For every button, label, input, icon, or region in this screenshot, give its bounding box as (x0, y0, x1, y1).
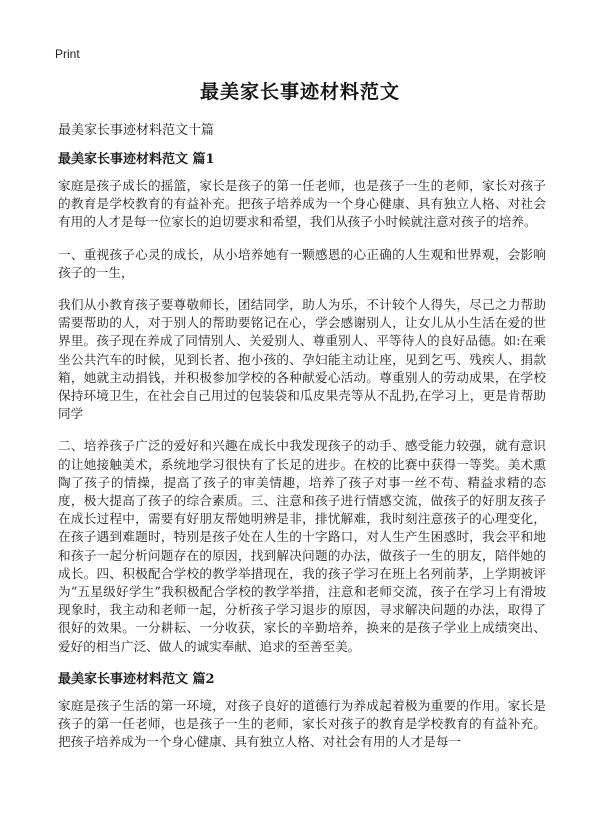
paragraph: 一、重视孩子心灵的成长，从小培养她有一颗感恩的心正确的人生观和世界观，会影响孩子的一生， (58, 246, 546, 280)
page-title: 最美家长事迹材料范文 (199, 81, 400, 103)
document-body (58, 121, 546, 765)
print-link[interactable]: Print (55, 47, 80, 61)
paragraph: 二、培养孩子广泛的爱好和兴趣在成长中我发现孩子的动手、感受能力较强，就有意识的让她接触美术，系统地学习很快有了长足的进步。在校的比赛中获得一等奖。美术熏陶了孩子的情操，提高了孩子的审美情趣，培养了孩子对事一丝不苟、精益求精的态度，极大提高了孩子的综合素质。三、注意和孩子进行情感交流，做孩子的好朋友孩子在成长过程中，需要有好朋友帮她明辨是非，排忧解难，我时刻注意孩子的心理变化，在孩子遇到难题时，特别是孩子处在人生的十字路口，对人生产生困惑时，我会平和地和孩子一起分析问题存在的原因，找到解决问题的办法，做孩子一生的朋友，陪伴她的成长。四、积极配合学校的教学举措现在，我的孩子学习在班上名列前茅，上学期被评为“五星级好学生”我积极配合学校的教学举措，注意和老师交流，孩子在学习上有滑坡现象时，我主动和老师一起，分析孩子学习退步的原因，寻求解决问题的办法，取得了很好的效果。一分耕耘、一分收获，家长的辛勤培养，换来的是孩子学业上成绩突出、爱好的相当广泛、做人的诚实奉献、追求的至善至美。 (58, 438, 546, 654)
section-heading-2: 最美家长事迹材料范文 篇2 (58, 671, 215, 687)
paragraph: 家庭是孩子成长的摇篮，家长是孩子的第一任老师，也是孩子一生的老师，家长对孩子的教育是学校教育的有益补充。把孩子培养成为一个身心健康、具有独立人格、对社会有用的人才是每一位家长的迫切要求和希望，我们从孩子小时候就注意对孩子的培养。 (58, 178, 546, 230)
paragraph: 我们从小教育孩子要尊敬师长，团结同学，助人为乐，不计较个人得失，尽己之力帮助需要帮助的人，对于别人的帮助要铭记在心，学会感谢别人，让女儿从小生活在爱的世界里。孩子现在养成了同情别人、关爱别人、尊重别人、平等待人的良好品德。如:在乘坐公共汽车的时候，见到长者、抱小孩的、孕妇能主动让座，见到乞丐、残疾人、捐款箱，她就主动捐钱，并积极参加学校的各种献爱心活动。尊重别人的劳动成果，在学校保持环境卫生，在社会自己用过的包装袋和瓜皮果壳等从不乱扔,在学习上，更是肯帮助同学 (58, 297, 546, 422)
document-subtitle: 最美家长事迹材料范文十篇 (58, 123, 215, 138)
section-heading-1: 最美家长事迹材料范文 篇1 (58, 152, 215, 167)
paragraph: 家庭是孩子生活的第一环境，对孩子良好的道德行为养成起着极为重要的作用。家长是孩子的第一任老师，也是孩子一生的老师，家长对孩子的教育是学校教育的有益补充。把孩子培养成为一个身心健康、具有独立人格、对社会有用的人才是每一 (58, 697, 546, 750)
